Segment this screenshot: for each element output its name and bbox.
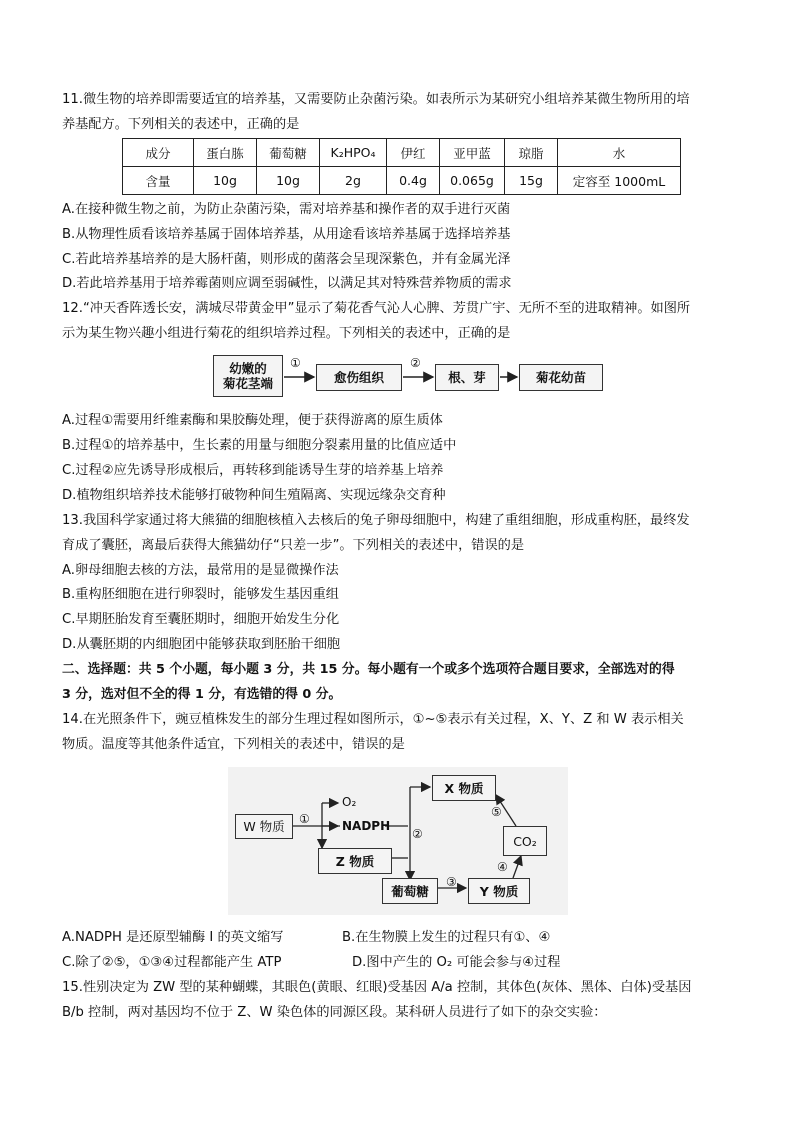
table-cell: 2g [320, 167, 387, 195]
section2-heading-line2: 3 分，选对但不全的得 1 分，有选错的得 0 分。 [62, 687, 342, 702]
q12-stem-line1: 12.“冲天香阵透长安，满城尽带黄金甲”显示了菊花香气沁人心脾、芳贯广宇、无所不至的进取精神。如图所 [62, 301, 691, 316]
q12-option-a: A.过程①需要用纤维素酶和果胶酶处理，便于获得游离的原生质体 [62, 413, 443, 428]
q13-option-c: C.早期胚胎发育至囊胚期时，细胞开始发生分化 [62, 612, 340, 627]
table-cell: 定容至 1000mL [558, 167, 681, 195]
q14-option-c: C.除了②⑤，①③④过程都能产生 ATP [62, 955, 282, 970]
process-1-label: ① [299, 812, 310, 826]
process-4-label: ④ [497, 860, 508, 874]
q13-option-b: B.重构胚细胞在进行卵裂时，能够发生基因重组 [62, 587, 339, 602]
q12-option-b: B.过程①的培养基中，生长素的用量与细胞分裂素用量的比值应适中 [62, 438, 457, 453]
q15-stem-line2: B/b 控制，两对基因均不位于 Z、W 染色体的同源区段。某科研人员进行了如下的杂交实验： [62, 1005, 607, 1020]
q14-stem-line2: 物质。温度等其他条件适宜，下列相关的表述中，错误的是 [62, 737, 405, 752]
flow-box-seedling: 菊花幼苗 [519, 364, 603, 391]
table-cell: 10g [194, 167, 257, 195]
q11-option-b: B.从物理性质看该培养基属于固体培养基，从用途看该培养基属于选择培养基 [62, 227, 511, 242]
table-cell: 成分 [123, 139, 194, 167]
q11-option-d: D.若此培养基用于培养霉菌则应调至弱碱性，以满足其对特殊营养物质的需求 [62, 276, 512, 291]
table-cell: K₂HPO₄ [320, 139, 387, 167]
q11-option-a: A.在接种微生物之前，为防止杂菌污染，需对培养基和操作者的双手进行灭菌 [62, 202, 511, 217]
flow-step-2-label: ② [410, 356, 421, 370]
q15-stem-line1: 15.性别决定为 ZW 型的某种蝴蝶，其眼色(黄眼、红眼)受基因 A/a 控制，其体色(灰体、黑体、白体)受基因 [62, 980, 692, 995]
table-cell: 10g [257, 167, 320, 195]
arrow-y-to-co2 [513, 856, 521, 878]
table-cell: 蛋白胨 [194, 139, 257, 167]
x-substance-box: X 物质 [432, 775, 496, 801]
q14-option-a: A.NADPH 是还原型辅酶 I 的英文缩写 [62, 930, 284, 945]
q11-option-c: C.若此培养基培养的是大肠杆菌，则形成的菌落会呈现深紫色，并有金属光泽 [62, 252, 511, 267]
q14-option-b: B.在生物膜上发生的过程只有①、④ [342, 930, 551, 945]
glucose-box: 葡萄糖 [382, 878, 438, 904]
o2-label: O₂ [342, 795, 357, 809]
table-cell: 15g [505, 167, 558, 195]
table-cell: 含量 [123, 167, 194, 195]
table-cell: 0.4g [387, 167, 440, 195]
q12-stem-line2: 示为某生物兴趣小组进行菊花的组织培养过程。下列相关的表述中，正确的是 [62, 326, 511, 341]
section2-heading-line1: 二、选择题：共 5 个小题，每小题 3 分，共 15 分。每小题有一个或多个选项符合题目要求，全部选对的得 [62, 662, 675, 677]
z-substance-box: Z 物质 [318, 848, 392, 874]
table-cell: 亚甲蓝 [440, 139, 505, 167]
w-substance-box: W 物质 [235, 814, 293, 839]
flow-box-root-bud: 根、芽 [435, 364, 499, 391]
q14-option-d: D.图中产生的 O₂ 可能会参与④过程 [352, 955, 561, 970]
flow-box-callus: 愈伤组织 [316, 364, 402, 391]
q13-stem-line2: 育成了囊胚，离最后获得大熊猫幼仔“只差一步”。下列相关的表述中，错误的是 [62, 538, 525, 553]
table-cell: 伊红 [387, 139, 440, 167]
flow-box-stem-tip: 幼嫩的 菊花茎端 [213, 355, 283, 397]
table-cell: 水 [558, 139, 681, 167]
q12-option-c: C.过程②应先诱导形成根后，再转移到能诱导生芽的培养基上培养 [62, 463, 444, 478]
y-substance-box: Y 物质 [468, 878, 530, 904]
q14-stem-line1: 14.在光照条件下，豌豆植株发生的部分生理过程如图所示，①~⑤表示有关过程，X、Y、Z 和 W 表示相关 [62, 712, 684, 727]
table-cell: 琼脂 [505, 139, 558, 167]
flow-step-1-label: ① [290, 356, 301, 370]
q12-option-d: D.植物组织培养技术能够打破物种间生殖隔离、实现远缘杂交育种 [62, 488, 446, 503]
q13-stem-line1: 13.我国科学家通过将大熊猫的细胞核植入去核后的兔子卵母细胞中，构建了重组细胞，形成重构胚，最终发 [62, 513, 690, 528]
q11-stem-line1: 11.微生物的培养即需要适宜的培养基，又需要防止杂菌污染。如表所示为某研究小组培养某微生物所用的培 [62, 92, 690, 107]
table-cell: 0.065g [440, 167, 505, 195]
q13-option-a: A.卵母细胞去核的方法，最常用的是显微操作法 [62, 563, 339, 578]
process-5-label: ⑤ [491, 805, 502, 819]
process-3-label: ③ [446, 875, 457, 889]
table-cell: 葡萄糖 [257, 139, 320, 167]
q13-option-d: D.从囊胚期的内细胞团中能够获取到胚胎干细胞 [62, 637, 341, 652]
co2-box: CO₂ [503, 826, 547, 856]
process-2-label: ② [412, 827, 423, 841]
nadph-label: NADPH [342, 819, 391, 833]
q11-stem-line2: 养基配方。下列相关的表述中，正确的是 [62, 117, 300, 132]
